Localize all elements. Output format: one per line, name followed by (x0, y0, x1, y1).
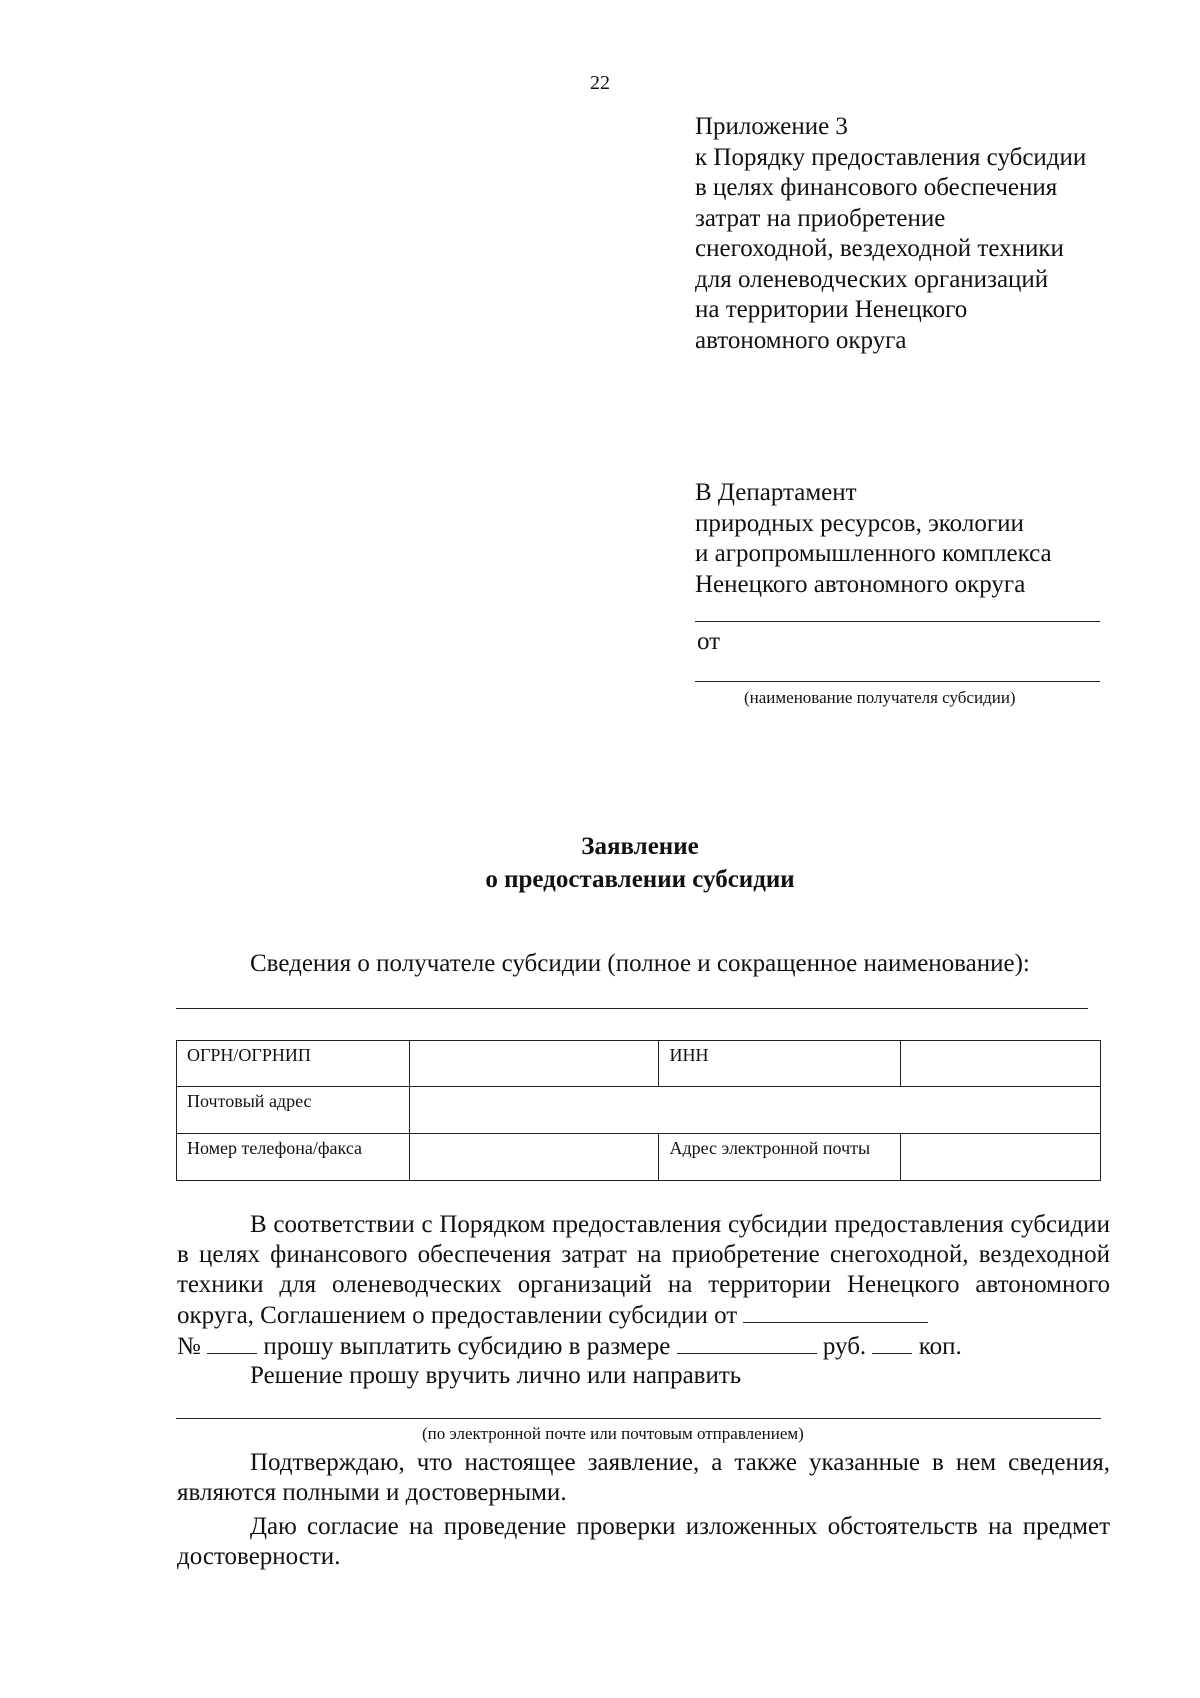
title-line-2: о предоставлении субсидии (485, 866, 795, 893)
kopecks-label: коп. (918, 1333, 962, 1360)
title-line-1: Заявление (581, 833, 699, 860)
email-label: Адрес электронной почты (659, 1134, 901, 1181)
inn-value-cell[interactable] (901, 1041, 1101, 1087)
agreement-number-blank[interactable] (207, 1331, 257, 1354)
rubles-label: руб. (822, 1333, 867, 1360)
request-paragraph (177, 1210, 1110, 1331)
recipient-block (695, 478, 1155, 600)
recipient-line: Ненецкого автономного округа (695, 570, 1026, 598)
delivery-method-caption: (по электронной почте или почтовым отправлением) (422, 1424, 804, 1443)
from-label: от (697, 628, 721, 655)
applicant-details-table (176, 1040, 1101, 1181)
decision-line: Решение прошу вручить лично или направить (250, 1362, 742, 1389)
request-text: В соответствии с Порядком предоставления субсидии предоставления субсидии в целях финансового обеспечения затрат на приобретение снегоходной, вездеходной техники для оленеводческих организаций на территории Ненецкого автономного округа, Соглашением о предоставлении субсидии от (177, 1211, 1110, 1329)
appendix-line: затрат на приобретение (695, 204, 946, 232)
document-title (0, 830, 1200, 896)
recipient-info-heading: Сведения о получателе субсидии (полное и сокращенное наименование): (250, 950, 1030, 977)
recipient-info-line[interactable] (176, 1008, 1088, 1009)
amount-kopecks-blank[interactable] (872, 1331, 912, 1354)
inn-label: ИНН (659, 1041, 901, 1087)
recipient-line: и агропромышленного комплекса (695, 540, 1052, 567)
address-value-cell[interactable] (409, 1087, 1100, 1134)
appendix-line: снегоходной, вездеходной техники (695, 235, 1064, 262)
phone-value-cell[interactable] (409, 1134, 659, 1181)
confirmation-paragraph: Подтверждаю, что настоящее заявление, а также указанные в нем сведения, являются полными и достоверными. (177, 1449, 1110, 1506)
appendix-line: на территории Ненецкого (695, 296, 968, 323)
number-sign: № (177, 1333, 201, 1360)
applicant-name-caption: (наименование получателя субсидии) (744, 688, 1016, 707)
applicant-name-line[interactable] (695, 681, 1100, 682)
recipient-signature-line[interactable] (695, 621, 1100, 622)
ogrn-value-cell[interactable] (409, 1041, 659, 1087)
payment-line (177, 1331, 1110, 1362)
email-value-cell[interactable] (901, 1134, 1101, 1181)
appendix-line: для оленеводческих организаций (695, 265, 1049, 293)
page-number: 22 (590, 72, 610, 94)
appendix-line: в целях финансового обеспечения (695, 174, 1058, 201)
appendix-line: к Порядку предоставления субсидии (695, 143, 1087, 171)
table-row (177, 1041, 1101, 1087)
table-row (177, 1134, 1101, 1181)
ogrn-label: ОГРН/ОГРНИП (177, 1041, 410, 1087)
consent-paragraph: Даю согласие на проведение проверки изложенных обстоятельств на предмет достоверности. (177, 1513, 1110, 1570)
table-row (177, 1087, 1101, 1134)
recipient-line: В Департамент (695, 479, 857, 506)
phone-label: Номер телефона/факса (177, 1134, 410, 1181)
address-label: Почтовый адрес (177, 1087, 410, 1134)
appendix-header (695, 112, 1155, 356)
recipient-line: природных ресурсов, экологии (695, 509, 1024, 537)
payment-request-text: прошу выплатить субсидию в размере (263, 1333, 671, 1360)
appendix-line: автономного округа (695, 326, 907, 354)
delivery-method-line[interactable] (176, 1418, 1101, 1419)
agreement-date-blank[interactable] (743, 1300, 928, 1323)
amount-rubles-blank[interactable] (677, 1331, 817, 1354)
appendix-line: Приложение 3 (695, 113, 848, 140)
